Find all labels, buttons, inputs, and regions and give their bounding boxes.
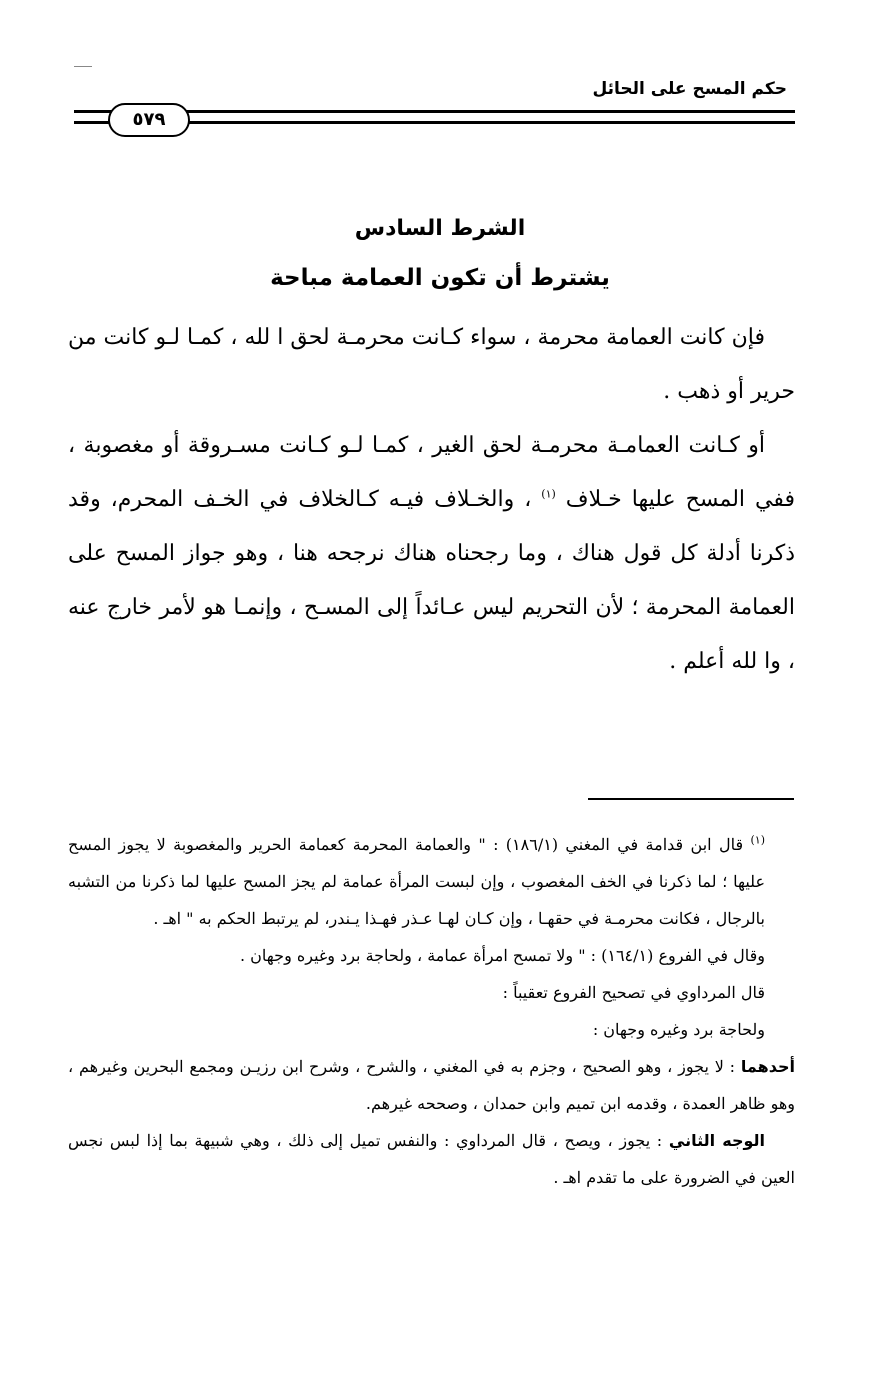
footnote-1 (68, 826, 795, 937)
footnote-marker: (١) (750, 833, 765, 847)
footnote-furu-quote: وقال في الفروع (١٦٤/١) : " ولا تمسح امرأة عمامة ، ولحاجة برد وغيره وجهان . (240, 946, 765, 965)
footnote-first-view (68, 1048, 795, 1122)
body-paragraph: فإن كانت العمامة محرمة ، سواء كـانت محرمـة لحق ا لله ، كمـا لـو كانت من حرير أو ذهب . (68, 325, 795, 404)
footnote-mardawi-intro: قال المرداوي في تصحيح الفروع تعقيباً : (502, 983, 765, 1002)
second-view-label: الوجه الثاني (668, 1131, 766, 1150)
footnote-1-text: قال ابن قدامة في المغني (١٨٦/١) : " والعمامة المحرمة كعمامة الحرير والمغصوبة لا يجوز المسح عليها ؛ لما ذكرنا في الخف المغصوب ، وإن لبست المرأة عمامة لم يجز المسح عليها لما ذكرنا من التشبه بالرجال ، فكانت محرمـة في حقهـا ، وإن كـان لهـا عـذر فهـذا يـندر، لم يرتبط الحكم به " اهـ . (68, 835, 765, 928)
scan-mark (74, 66, 92, 67)
main-text (68, 311, 795, 689)
first-view-text: : لا يجوز ، وهو الصحيح ، وجزم به في المغني ، والشرح ، وشرح ابن رزيـن ومجمع البحرين وغيرهم ، وهو ظاهر العمدة ، وقدمه ابن تميم وابن حمدان ، وصححه غيرهم. (68, 1057, 795, 1113)
body-paragraph-text: أو كـانت العمامـة محرمـة لحق الغير ، كمـا لـو كـانت مسـروقة أو مغصوبة ، ففي المسح عليها خـلاف $^{(١)}$ ، والخـلاف فيـه كـالخلاف في الخـف المحرم، وقد ذكرنا أدلة كل قول هناك ، وما رجحناه هناك نرجحه هنا ، وهو جواز المسح على العمامة المحرمة ؛ لأن التحريم ليس عـائداً إلى المسـح ، وإنمـا هو لأمر خارج عنه ، وا لله أعلم . (68, 433, 796, 674)
footnotes (68, 826, 795, 1196)
page-number: ٥٧٩ (108, 103, 190, 137)
footnote-reference: (١) (541, 487, 556, 501)
running-header-title: حكم المسح على الحائل (592, 79, 787, 99)
footnote-second-view (68, 1122, 795, 1196)
body-paragraph-with-footnote (68, 419, 795, 689)
footnote-separator (588, 798, 794, 800)
first-view-label: أحدهما (740, 1057, 795, 1076)
second-view-text: : يجوز ، ويصح ، قال المرداوي : والنفس تميل إلى ذلك ، وهي شبيهة بما إذا لبس نجس العين في الضرورة على ما تقدم اهـ . (68, 1131, 795, 1187)
section-subtitle: يشترط أن تكون العمامة مباحة (270, 265, 610, 291)
section-title: الشرط السادس (354, 216, 526, 241)
footnote-mardawi-question: ولحاجة برد وغيره وجهان : (592, 1020, 765, 1039)
